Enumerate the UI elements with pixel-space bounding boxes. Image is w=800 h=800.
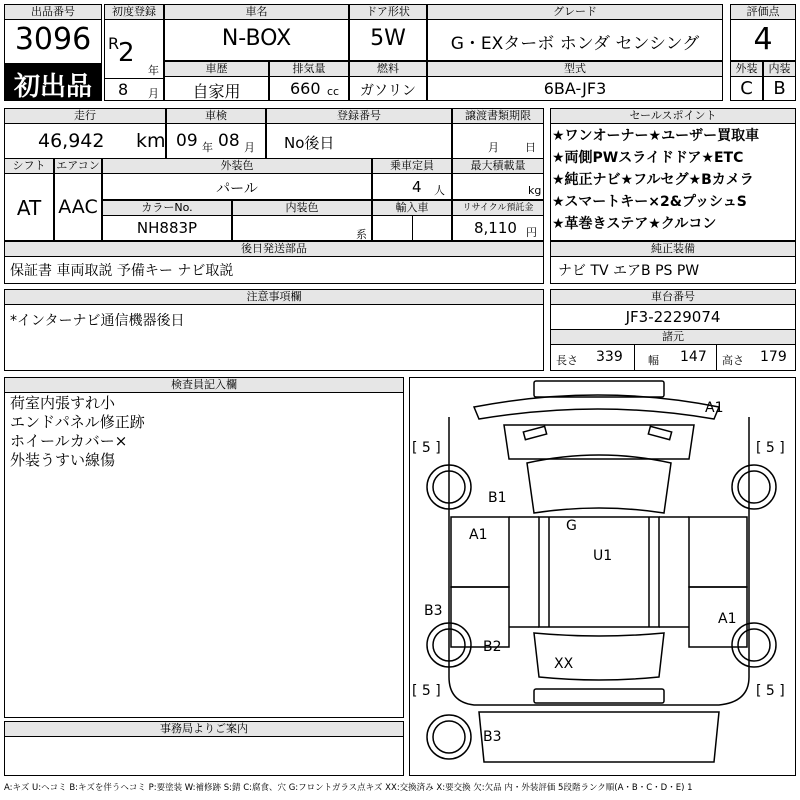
genuine-label: 純正装備 [550,241,796,257]
era: R [108,34,120,53]
width: 147 [680,349,707,365]
history-label: 車歴 [164,61,269,77]
capacity: 4 [412,178,422,196]
notes-label: 注意事項欄 [4,289,544,305]
grade-label: グレード [427,4,723,20]
inspection-year-unit: 年 [202,141,213,154]
inspector-note-line: 荷室内張すれ小 [10,394,116,412]
car-diagram [409,377,796,776]
load-label: 最大積載量 [452,158,544,174]
spare-tire-inner [433,721,465,753]
rating: 4 [753,22,773,57]
chassis-label: 車台番号 [550,289,796,305]
color: パール [216,181,258,197]
later-parts: 保証書 車両取説 予備キー ナビ取説 [10,263,234,279]
office-label: 事務局よりご案内 [4,721,404,737]
width-label: 幅 [648,354,659,367]
history: 自家用 [192,82,241,101]
sales-point-item: ★両側PWスライドドア★ETC [552,150,744,166]
inspector-note-line: エンドパネル修正跡 [10,413,145,431]
transfer-label: 譲渡書類期限 [452,108,544,124]
load-unit: kg [528,184,542,197]
height: 179 [760,349,787,365]
height-label: 高さ [722,354,744,367]
sales-points-list [552,125,796,235]
mark-b1: B1 [488,490,507,506]
shift: AT [16,196,42,220]
rear-bumper-outline [534,689,664,703]
mileage-label: 走行 [4,108,166,124]
door-label: ドア形状 [349,4,427,20]
model-label: 車名 [164,4,349,20]
transfer-month-unit: 月 [488,141,499,154]
tire-fr-grade: [ 5 ] [756,440,785,456]
reg-label: 登録番号 [266,108,452,124]
inspector-notes [10,394,400,470]
later-parts-label: 後日発送部品 [4,241,544,257]
fuel: ガソリン [360,83,416,99]
lot-number-label: 出品番号 [4,4,102,20]
exterior-label: 外装 [730,61,763,77]
sales-point-item: ★ワンオーナー★ユーザー買取車 [552,128,760,144]
windshield-outline [527,455,671,513]
rear-panel-outline [479,712,719,762]
mark-a1-left: A1 [469,527,488,543]
legend: A:キズ U:ヘコミ B:キズを伴うヘコミ P:要塗装 W:補修跡 S:錆 C:腐食、穴 G:フロントガラス点キズ XX:交換済み X:要交換 欠:欠品 内・外装評価 5段階ランク順(A・B・C・D・E) 1 [4,783,693,793]
rating-label: 評価点 [730,4,796,20]
ac-label: エアコン [54,158,102,174]
mileage: 46,942 [38,130,105,152]
month-unit: 月 [148,87,159,100]
type: 6BA-JF3 [543,79,607,98]
tire-rr-grade: [ 5 ] [756,683,785,699]
front-body-outline [474,395,719,419]
int-color-cell [232,215,372,241]
interior-label: 内装 [763,61,796,77]
dims-divider-1 [634,344,635,371]
mark-a1-right: A1 [718,611,737,627]
import-label: 輸入車 [372,200,452,216]
capacity-label: 乗車定員 [372,158,452,174]
year-num: 2 [118,38,135,68]
chassis-number: JF3-2229074 [625,308,721,326]
roof-outline [539,517,659,627]
sales-points-label: セールスポイント [550,108,796,124]
right-front-door [689,517,747,587]
reg-number: No後日 [284,134,335,152]
tire-rear-right-inner [738,629,770,661]
recycle-label: リサイクル預託金 [452,200,544,216]
mark-a1-top: A1 [705,400,724,416]
displacement: 660 [290,79,321,98]
lot-number: 3096 [14,22,92,57]
transfer-day-unit: 日 [525,141,536,154]
inspection-year: 09 [176,131,198,151]
color-label: 外装色 [102,158,372,174]
inspection-label: 車検 [166,108,266,124]
type-label: 型式 [427,61,723,77]
length: 339 [596,349,623,365]
recycle-unit: 円 [526,226,537,239]
import-divider [412,215,413,241]
mark-xx: XX [554,656,574,672]
mark-g: G [566,518,577,534]
inspector-note-line: ホイールカバー× [10,432,128,450]
inspection-month-unit: 月 [244,141,255,154]
interior-grade: B [773,78,786,99]
displacement-label: 排気量 [269,61,349,77]
mark-b3-bottom: B3 [483,729,502,745]
first-reg-label: 初度登録 [104,4,164,20]
sales-point-item: ★スマートキー×2&プッシュS [552,194,747,210]
ac: AAC [58,196,98,218]
notes: *インターナビ通信機器後日 [10,313,185,329]
displacement-unit: cc [327,85,340,98]
tire-fl-grade: [ 5 ] [412,440,441,456]
inspection-month: 08 [218,131,240,151]
dims-label: 諸元 [550,329,796,345]
int-color-label: 内装色 [232,200,372,216]
color-no: NH883P [136,219,198,237]
office-cell [4,736,404,776]
month-num: 8 [118,80,129,99]
int-color-unit: 系 [356,228,367,241]
inspector-label: 検査員記入欄 [4,377,404,393]
mileage-unit: km [136,130,166,152]
recycle: 8,110 [474,219,517,237]
fuel-label: 燃料 [349,61,427,77]
inspector-note-line: 外装うすい線傷 [10,451,116,469]
dims-divider-2 [716,344,717,371]
left-rear-door [451,587,509,647]
shift-label: シフト [4,158,54,174]
color-no-label: カラーNo. [102,200,232,216]
door: 5W [370,26,406,51]
first-listing-text: 初出品 [13,72,92,102]
front-grille-left [523,426,546,439]
length-label: 長さ [556,354,578,367]
grade: G・EXターボ ホンダ センシング [450,34,700,54]
front-grille-right [648,426,671,439]
mark-b2: B2 [483,639,502,655]
sales-point-item: ★純正ナビ★フルセグ★Bカメラ [552,172,754,188]
genuine: ナビ TV エアB PS PW [558,263,700,279]
tire-rl-grade: [ 5 ] [412,683,441,699]
tire-front-right-inner [738,471,770,503]
mark-u1: U1 [593,548,613,564]
year-unit: 年 [148,64,159,77]
exterior-grade: C [740,78,753,99]
model: N-BOX [221,26,292,51]
mark-b3-left: B3 [424,603,443,619]
capacity-unit: 人 [434,184,445,197]
sales-point-item: ★革巻きステア★クルコン [552,216,717,232]
